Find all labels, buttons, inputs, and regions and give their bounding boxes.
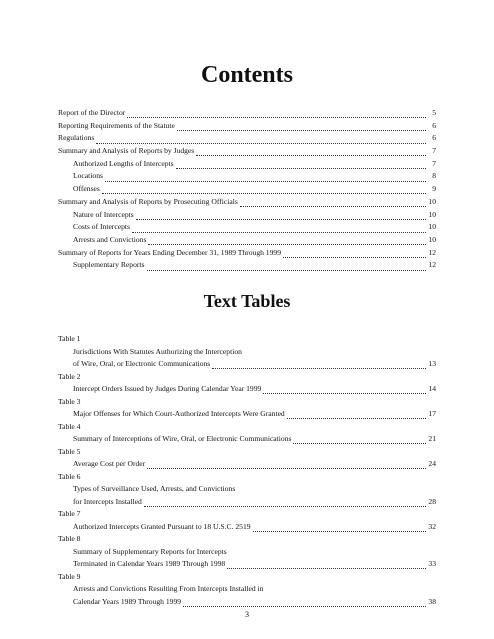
contents-entry[interactable] bbox=[58, 183, 436, 196]
text-table-entry-page: 33 bbox=[428, 559, 436, 568]
contents-entry-page: 10 bbox=[428, 209, 436, 219]
text-table-entry-label: Table 9 bbox=[58, 571, 81, 581]
dot-leader bbox=[147, 461, 426, 469]
contents-entry-page: 7 bbox=[432, 158, 436, 168]
contents-entry-page: 10 bbox=[428, 234, 436, 244]
dot-leader bbox=[196, 148, 426, 156]
text-table-entry[interactable] bbox=[58, 533, 436, 546]
contents-entry-label: Locations bbox=[73, 171, 103, 181]
contents-entry-label: Summary and Analysis of Reports by Judges bbox=[58, 146, 195, 156]
contents-entry-page: 12 bbox=[428, 260, 436, 270]
contents-list bbox=[58, 107, 436, 272]
text-table-entry-page: 14 bbox=[428, 384, 436, 393]
text-table-entry-page: 24 bbox=[428, 459, 436, 468]
contents-entry-label: Supplementary Reports bbox=[73, 260, 145, 270]
dot-leader bbox=[176, 161, 426, 169]
dot-leader bbox=[283, 250, 426, 258]
text-table-entry-label: Intercept Orders Issued by Judges During Calendar Year 1999 bbox=[73, 384, 262, 393]
contents-entry[interactable] bbox=[58, 132, 436, 145]
contents-entry-label: Reporting Requirements of the Statute bbox=[58, 120, 175, 130]
dot-leader bbox=[240, 199, 426, 207]
dot-leader bbox=[293, 436, 426, 444]
text-table-entry-label: Table 1 bbox=[58, 334, 81, 343]
text-table-entry[interactable] bbox=[58, 508, 436, 521]
contents-entry[interactable] bbox=[58, 120, 436, 133]
text-table-entry-label: Summary of Interceptions of Wire, Oral, or Electronic Communications bbox=[73, 434, 292, 443]
text-tables-title: Text Tables bbox=[203, 291, 291, 311]
text-table-entry-page: 32 bbox=[428, 521, 436, 531]
text-table-entry-label: Average Cost per Order bbox=[73, 459, 146, 468]
text-table-entry[interactable] bbox=[58, 333, 436, 346]
dot-leader bbox=[177, 123, 426, 131]
dot-leader bbox=[212, 361, 426, 369]
text-table-entry-label: Jurisdictions With Statutes Authorizing the Interception bbox=[73, 346, 242, 356]
contents-entry-page: 5 bbox=[432, 108, 436, 117]
dot-leader bbox=[253, 524, 426, 532]
contents-entry-label: Costs of Intercepts bbox=[73, 222, 130, 232]
text-table-entry-label: Table 2 bbox=[58, 371, 81, 381]
contents-entry-label: Arrests and Convictions bbox=[73, 234, 147, 244]
contents-entry-label: Report of the Director bbox=[58, 108, 126, 117]
text-table-entry-label: for Intercepts Installed bbox=[73, 496, 142, 506]
contents-entry[interactable] bbox=[58, 196, 436, 209]
text-table-entry-page: 13 bbox=[428, 359, 436, 368]
dot-leader bbox=[127, 110, 426, 118]
contents-title: Contents bbox=[200, 62, 293, 88]
text-table-entry[interactable] bbox=[58, 421, 436, 434]
text-table-entry[interactable] bbox=[58, 571, 436, 584]
text-table-entry-label: Table 5 bbox=[58, 446, 81, 456]
text-table-entry[interactable] bbox=[58, 596, 436, 609]
dot-leader bbox=[147, 263, 427, 271]
text-tables-list bbox=[58, 333, 436, 608]
dot-leader bbox=[148, 237, 426, 245]
contents-entry-label: Regulations bbox=[58, 133, 95, 143]
text-table-entry[interactable] bbox=[58, 546, 436, 559]
contents-entry-page: 6 bbox=[432, 120, 436, 130]
contents-entry-label: Summary and Analysis of Reports by Prosecuting Officials bbox=[58, 196, 238, 206]
text-table-entry-label: Summary of Supplementary Reports for Intercepts bbox=[73, 546, 227, 556]
dot-leader bbox=[263, 386, 426, 394]
dot-leader bbox=[105, 174, 426, 182]
dot-leader bbox=[183, 599, 426, 607]
contents-entry[interactable] bbox=[58, 259, 436, 272]
contents-entry-page: 12 bbox=[428, 247, 436, 257]
text-table-entry[interactable] bbox=[58, 446, 436, 459]
dot-leader bbox=[96, 136, 426, 144]
text-table-entry-label: Table 3 bbox=[58, 396, 81, 406]
page-number: 3 bbox=[245, 610, 249, 619]
text-table-entry[interactable] bbox=[58, 483, 436, 496]
text-table-entry[interactable] bbox=[58, 408, 436, 421]
dot-leader bbox=[132, 225, 426, 233]
text-table-entry[interactable] bbox=[58, 433, 436, 446]
text-table-entry[interactable] bbox=[58, 396, 436, 409]
text-table-entry[interactable] bbox=[58, 521, 436, 534]
text-table-entry-label: Arrests and Convictions Resulting From Intercepts Installed in bbox=[73, 584, 264, 593]
contents-entry[interactable] bbox=[58, 145, 436, 158]
text-table-entry-page: 21 bbox=[428, 434, 436, 443]
contents-entry[interactable] bbox=[58, 247, 436, 260]
contents-entry[interactable] bbox=[58, 209, 436, 222]
text-table-entry[interactable] bbox=[58, 496, 436, 509]
text-table-entry-label: Table 7 bbox=[58, 509, 81, 518]
text-table-entry-label: Table 6 bbox=[58, 471, 81, 481]
contents-entry-page: 10 bbox=[428, 196, 436, 206]
text-table-entry-label: Table 8 bbox=[58, 534, 81, 543]
contents-entry-label: Offenses bbox=[73, 184, 100, 194]
contents-entry-label: Summary of Reports for Years Ending December 31, 1989 Through 1999 bbox=[58, 247, 281, 257]
contents-entry-page: 10 bbox=[428, 222, 436, 232]
text-table-entry[interactable] bbox=[58, 583, 436, 596]
contents-entry[interactable] bbox=[58, 158, 436, 171]
text-table-entry-label: Types of Surveillance Used, Arrests, and Convictions bbox=[73, 484, 236, 493]
contents-entry-page: 6 bbox=[432, 133, 436, 143]
text-table-entry-label: Calendar Years 1989 Through 1999 bbox=[73, 596, 182, 606]
dot-leader bbox=[144, 499, 426, 507]
text-table-entry-label: Authorized Intercepts Granted Pursuant to 18 U.S.C. 2519 bbox=[73, 521, 251, 531]
text-table-entry-label: of Wire, Oral, or Electronic Communications bbox=[73, 359, 211, 368]
text-table-entry-label: Major Offenses for Which Court-Authorized Intercepts Were Granted bbox=[73, 409, 285, 418]
contents-entry-page: 8 bbox=[432, 171, 436, 181]
contents-entry[interactable] bbox=[58, 221, 436, 234]
text-table-entry[interactable] bbox=[58, 358, 436, 371]
text-table-entry[interactable] bbox=[58, 471, 436, 484]
dot-leader bbox=[136, 212, 426, 220]
dot-leader bbox=[227, 561, 426, 569]
text-table-entry-page: 28 bbox=[428, 496, 436, 506]
dot-leader bbox=[287, 411, 426, 419]
text-table-entry-page: 17 bbox=[428, 409, 436, 418]
dot-leader bbox=[102, 186, 426, 194]
contents-entry-label: Authorized Lengths of Intercepts bbox=[73, 158, 174, 168]
contents-entry[interactable] bbox=[58, 234, 436, 247]
contents-entry-label: Nature of Intercepts bbox=[73, 209, 134, 219]
contents-entry[interactable] bbox=[58, 170, 436, 183]
text-table-entry[interactable] bbox=[58, 558, 436, 571]
text-table-entry[interactable] bbox=[58, 346, 436, 359]
contents-entry-page: 7 bbox=[432, 146, 436, 156]
text-table-entry[interactable] bbox=[58, 371, 436, 384]
text-table-entry-label: Terminated in Calendar Years 1989 Through 1998 bbox=[73, 559, 226, 568]
text-table-entry[interactable] bbox=[58, 458, 436, 471]
text-table-entry-label: Table 4 bbox=[58, 421, 81, 431]
text-table-entry[interactable] bbox=[58, 383, 436, 396]
contents-entry-page: 9 bbox=[432, 184, 436, 194]
contents-entry[interactable] bbox=[58, 107, 436, 120]
text-table-entry-page: 38 bbox=[428, 596, 436, 606]
